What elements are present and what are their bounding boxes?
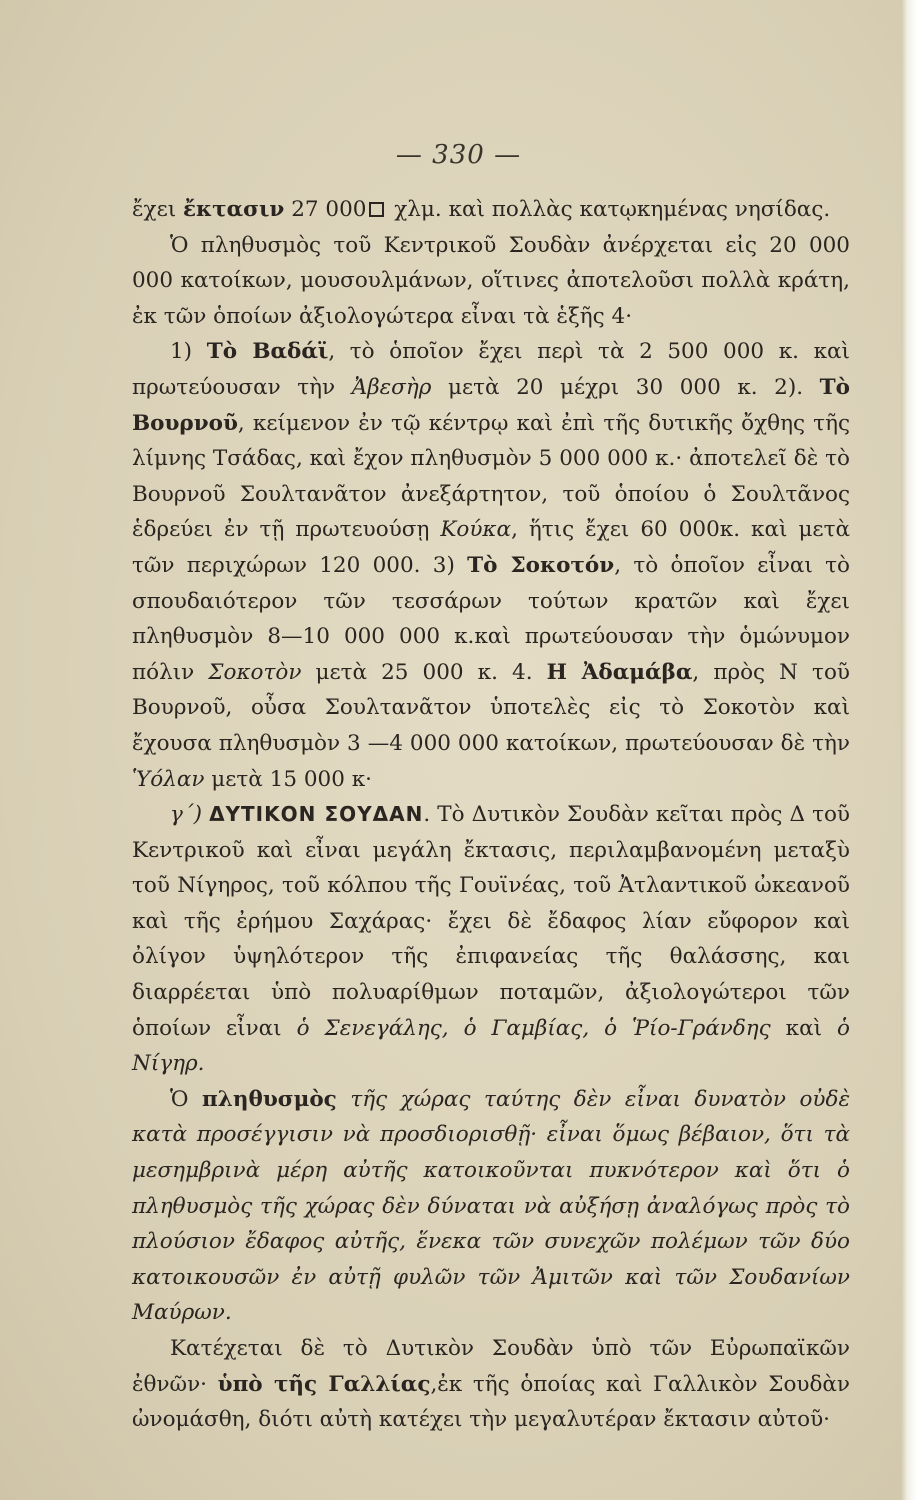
paragraph-5: Ὁ πληθυσμὸς τῆς χώρας ταύτης δὲν εἶναι δυνατὸν οὐδὲ κατὰ προσέγγισιν νὰ προσδιορισθῇ· εἶναι ὅμως βέβαιον, ὅτι τὰ μεσημβρινὰ μέρη αὐτῆς κατοικοῦνται πυκνότερον καὶ ὅτι ὁ πληθυσμὸς τῆς χώρας δὲν δύναται νὰ αὐξήσῃ ἀναλόγως πρὸς τὸ πλούσιον ἔδαφος αὐτῆς, ἕνεκα τῶν συνεχῶν πολέμων τῶν δύο κατοικουσῶν ἐν αὐτῇ φυλῶν τῶν Ἀμιτῶν καὶ τῶν Σουδανίων Μαύρων. bbox=[132, 1086, 850, 1326]
bold-term-sokoton: Τὸ Σοκοτόν bbox=[467, 552, 615, 578]
italic-city-abesir: Ἀβεσὴρ bbox=[351, 374, 432, 400]
bold-term-adamava: Η Ἀδαμάβα bbox=[546, 659, 693, 685]
square-symbol-icon bbox=[369, 202, 384, 217]
bold-term-ektasin: ἔκτασιν bbox=[182, 197, 285, 222]
italic-city-sokoton: Σοκοτὸν bbox=[208, 659, 302, 685]
page-number: — 330 — bbox=[395, 140, 522, 170]
bold-term-bournou: Τὸ Βουρνοῦ bbox=[132, 374, 850, 436]
paragraph-6: Κατέχεται δὲ τὸ Δυτικὸν Σουδὰν ὑπὸ τῶν Εὐρωπαϊκῶν ἐθνῶν· ὑπὸ τῆς Γαλλίας,ἐκ τῆς ὁποίας καὶ Γαλλικὸν Σουδὰν ὠνομάσθη, διότι αὐτὴ κατέχει τὴν μεγαλυτέραν ἔκτασιν αὐτοῦ· bbox=[132, 1336, 851, 1433]
italic-city-yolan: Ὑόλαν bbox=[132, 766, 205, 792]
paragraph-1: ἔχει ἔκτασιν 27 000 χλμ. καὶ πολλὰς κατῳκημένας νησίδας. bbox=[132, 197, 831, 222]
bold-term-france: ὑπὸ τῆς Γαλλίας bbox=[217, 1371, 431, 1397]
italic-rivers: ὁ Σενεγάλης, ὁ Γαμβίας, ὁ Ῥίο-Γράνδης bbox=[296, 1015, 771, 1041]
body-text bbox=[132, 192, 850, 1438]
paragraph-3: 1) Τὸ Βαδάϊ, τὸ ὁποῖον ἔχει περὶ τὰ 2 500 000 κ. καὶ πρωτεύουσαν τὴν Ἀβεσὴρ μετὰ 20 μέχρι 30 000 κ. 2). Τὸ Βουρνοῦ, κείμενον ἐν τῷ κέντρῳ καὶ ἐπὶ τῆς δυτικῆς ὄχθης τῆς λίμνης Τσάδας, καὶ ἔχον πληθυσμὸν 5 000 000 κ.· ἀποτελεῖ δὲ τὸ Βουρνοῦ Σουλτανᾶτον ἀνεξάρτητον, τοῦ ὁποίου ὁ Σουλτᾶνος ἑδρεύει ἐν τῇ πρωτευούσῃ Κούκα, ἥτις ἔχει 60 000κ. καὶ μετὰ τῶν περιχώρων 120 000. 3) Τὸ Σοκοτόν, τὸ ὁποῖον εἶναι τὸ σπουδαιότερον τῶν τεσσάρων τούτων κρατῶν καὶ ἔχει πληθυσμὸν 8—10 000 000 κ.καὶ πρωτεύουσαν τὴν ὁμώνυμον πόλιν Σοκοτὸν μετὰ 25 000 κ. 4. Η Ἀδαμάβα, πρὸς Ν τοῦ Βουρνοῦ, οὖσα Σουλτανᾶτον ὑποτελὲς εἰς τὸ Σοκοτὸν καὶ ἔχουσα πληθυσμὸν 3 —4 000 000 κατοίκων, πρωτεύουσαν δὲ τὴν Ὑόλαν μετὰ 15 000 κ· bbox=[132, 339, 851, 792]
page-edge bbox=[901, 0, 917, 1500]
italic-city-kouka: Κούκα bbox=[440, 517, 512, 543]
section-heading-western-sudan: ΔΥΤΙΚΟΝ ΣΟΥΔΑΝ bbox=[209, 802, 424, 827]
bold-term-plithysmos: πληθυσμὸς bbox=[202, 1086, 337, 1112]
paragraph-4: γ΄) ΔΥΤΙΚΟΝ ΣΟΥΔΑΝ. Τὸ Δυτικὸν Σουδὰν κεῖται πρὸς Δ τοῦ Κεντρικοῦ καὶ εἶναι μεγάλη ἔκτασις, περιλαμβανομένη μεταξὺ τοῦ Νίγηρος, τοῦ κόλπου τῆς Γουϊνέας, τοῦ Ἀτλαντικοῦ ὠκεανοῦ καὶ τῆς ἐρήμου Σαχάρας· ἔχει δὲ ἔδαφος λίαν εὔφορον καὶ ὀλίγον ὑψηλότερον τῆς ἐπιφανείας τῆς θαλάσσης, και διαρρέεται ὑπὸ πολυαρίθμων ποταμῶν, ἀξιολογώτεροι τῶν ὁποίων εἶναι ὁ Σενεγάλης, ὁ Γαμβίας, ὁ Ῥίο-Γράνδης καὶ ὁ Νίγηρ. bbox=[132, 802, 851, 1077]
paragraph-2: Ὁ πληθυσμὸς τοῦ Κεντρικοῦ Σουδὰν ἀνέρχεται εἰς 20 000 000 κατοίκων, μουσουλμάνων, οἵτινες ἀποτελοῦσι πολλὰ κράτη, ἐκ τῶν ὁποίων ἀξιολογώτερα εἶναι τὰ ἑξῆς 4· bbox=[132, 232, 850, 329]
italic-river-niger: ὁ Νίγηρ. bbox=[132, 1015, 850, 1077]
bold-term-badai: Τὸ Βαδάϊ bbox=[206, 339, 329, 365]
